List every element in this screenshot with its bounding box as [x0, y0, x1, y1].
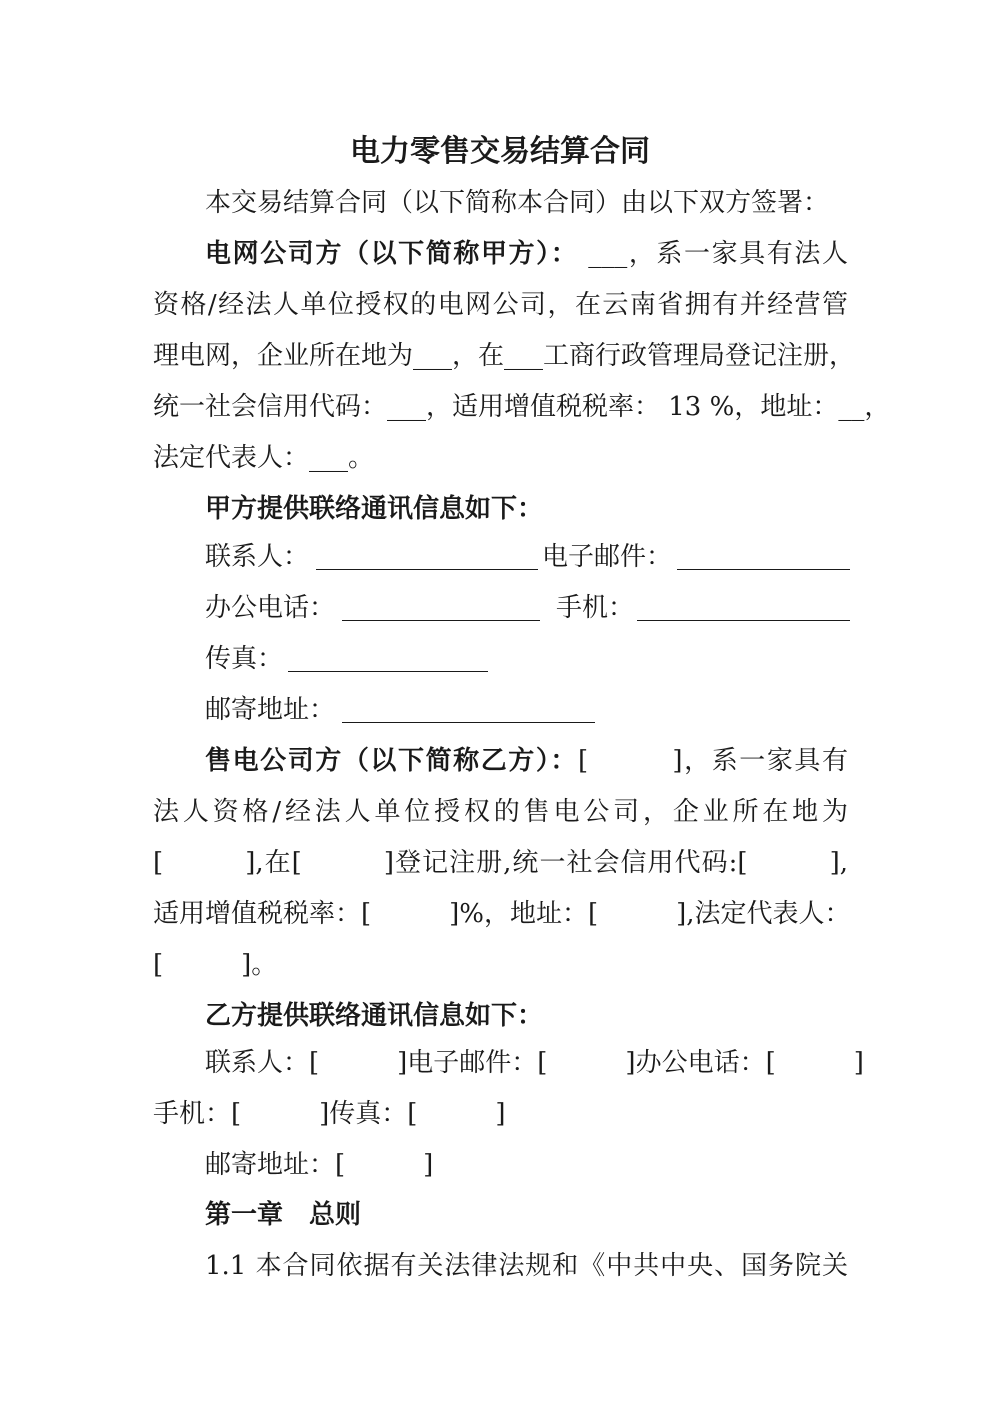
party-a-line-1 — [205, 237, 848, 271]
party-a-label: 电网公司方（以下简称甲方）： — [205, 239, 579, 269]
party-a-fax-blank[interactable] — [288, 671, 488, 672]
party-a-line-4: 统一社会信用代码：___，适用增值税税率： 13 %，地址：__， — [153, 392, 891, 422]
party-b-label: 售电公司方（以下简称乙方）： — [205, 746, 578, 776]
party-a-mobile-blank[interactable] — [637, 620, 850, 621]
party-b-line-5: [ ]。 — [153, 950, 278, 980]
chapter-1-line-1: 1.1 本合同依据有关法律法规和《中共中央、国务院关 — [205, 1251, 848, 1281]
party-a-email-label: 电子邮件： — [542, 542, 673, 572]
party-a-office-phone-label: 办公电话： — [205, 593, 336, 623]
party-a-fax-label: 传真： — [205, 644, 284, 674]
party-b-line-1 — [205, 744, 848, 778]
party-b-line-4: 适用增值税税率：[ ]%，地址：[ ],法定代表人： — [153, 899, 851, 929]
party-a-contact-label: 联系人： — [205, 542, 310, 572]
party-a-office-phone-blank[interactable] — [342, 620, 540, 621]
party-b-contact-heading: 乙方提供联络通讯信息如下： — [205, 1001, 544, 1031]
party-a-mobile-label: 手机： — [556, 593, 635, 623]
party-a-line-3: 理电网，企业所在地为___，在___工商行政管理局登记注册， — [153, 341, 856, 371]
intro-paragraph: 本交易结算合同（以下简称本合同）由以下双方签署： — [205, 188, 830, 218]
party-a-contact-blank[interactable] — [316, 569, 538, 570]
party-b-line-3: [ ],在[ ]登记注册,统一社会信用代码:[ ], — [153, 848, 848, 878]
party-b-line-1-rest: [ ]，系一家具有 — [578, 746, 848, 776]
party-a-address-blank[interactable] — [342, 722, 595, 723]
document-title: 电力零售交易结算合同 — [350, 134, 650, 169]
party-b-contact-line-3: 邮寄地址：[ ] — [205, 1150, 434, 1180]
party-b-contact-line-2: 手机：[ ]传真：[ ] — [153, 1099, 506, 1129]
party-b-contact-line-1: 联系人：[ ]电子邮件：[ ]办公电话：[ ] — [205, 1048, 864, 1078]
party-a-line-1-rest: ___，系一家具有法人 — [578, 239, 848, 269]
party-a-email-blank[interactable] — [677, 569, 850, 570]
chapter-1-heading: 第一章 总则 — [205, 1200, 362, 1230]
party-a-line-5: 法定代表人：___。 — [153, 443, 375, 473]
party-b-line-2: 法人资格/经法人单位授权的售电公司，企业所在地为 — [153, 797, 848, 827]
party-a-address-label: 邮寄地址： — [205, 695, 336, 725]
party-a-contact-heading: 甲方提供联络通讯信息如下： — [205, 494, 544, 524]
party-a-line-2: 资格/经法人单位授权的电网公司，在云南省拥有并经营管 — [153, 290, 848, 320]
